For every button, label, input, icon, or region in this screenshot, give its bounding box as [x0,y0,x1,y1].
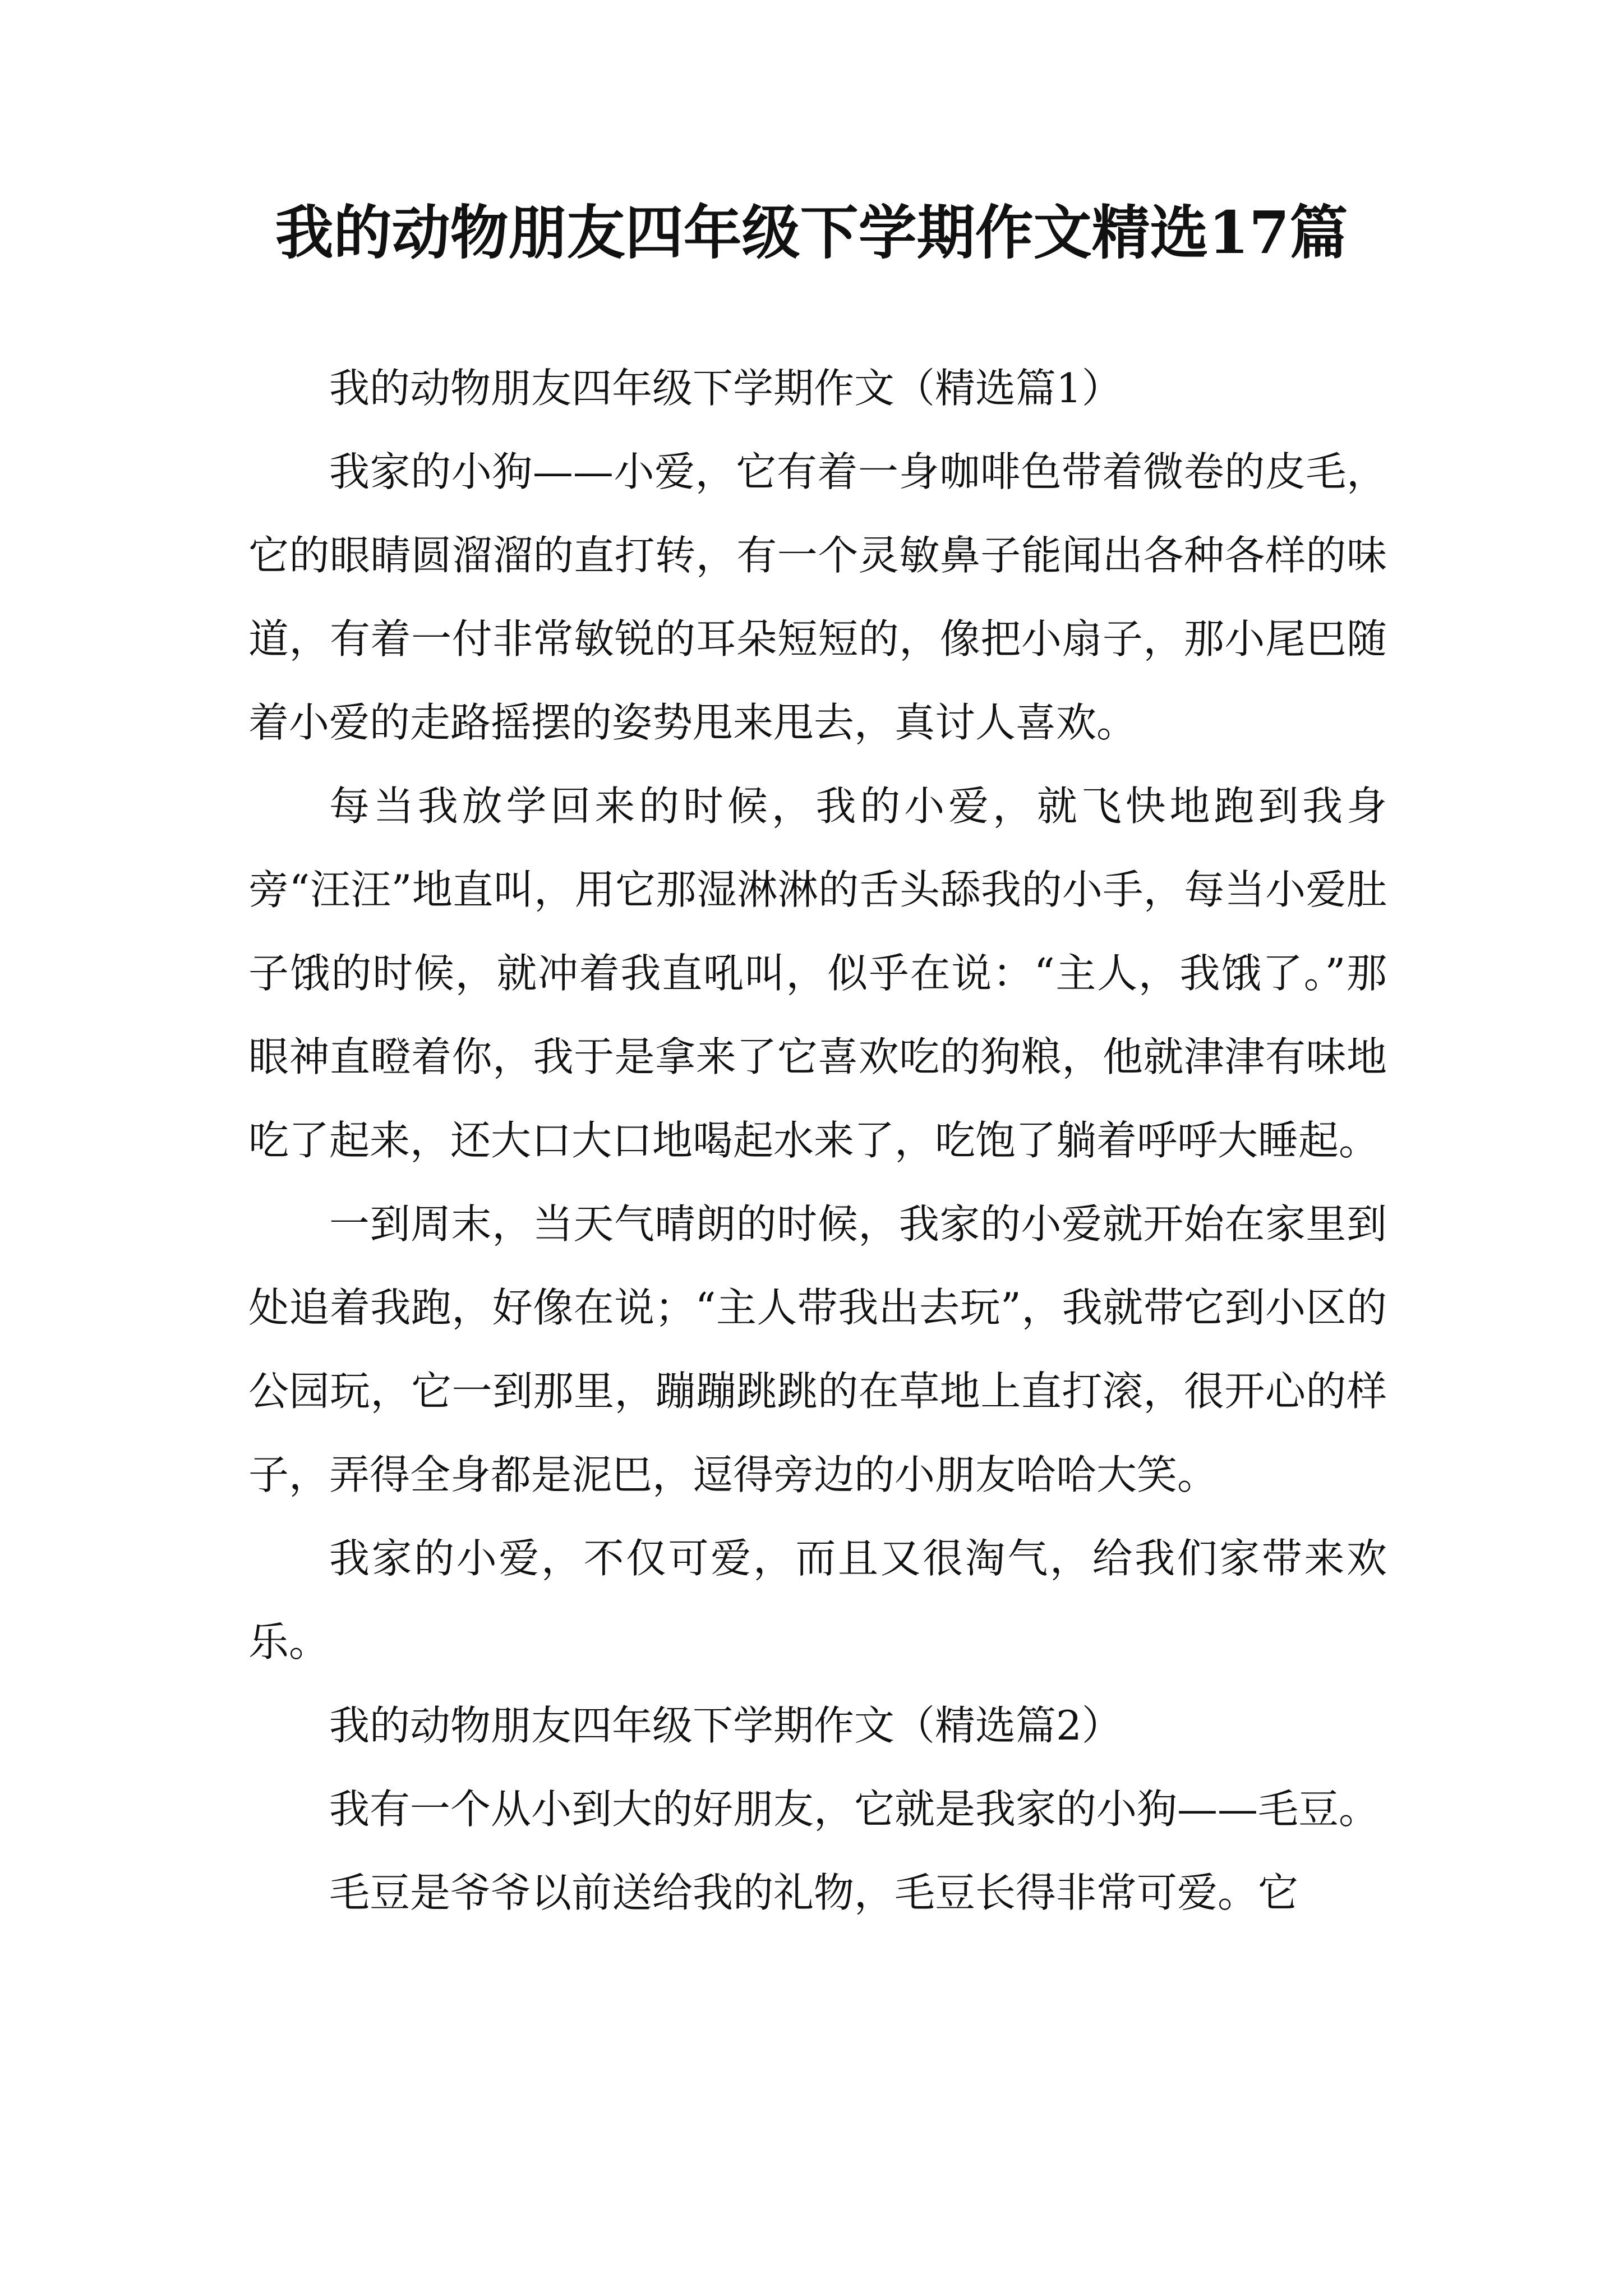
paragraph: 我家的小爱，不仅可爱，而且又很淘气，给我们家带来欢乐。 [248,1535,1387,1665]
essay-heading-1: 我的动物朋友四年级下学期作文（精选篇1） [329,365,1122,412]
essay-heading-2: 我的动物朋友四年级下学期作文（精选篇2） [329,1702,1122,1749]
document-body [248,347,1387,1935]
paragraph: 毛豆是爷爷以前送给我的礼物，毛豆长得非常可爱。它 [329,1869,1299,1916]
paragraph: 我家的小狗——小爱，它有着一身咖啡色带着微卷的皮毛，它的眼睛圆溜溜的直打转，有一个灵敏鼻子能闻出各种各样的味道，有着一付非常敏锐的耳朵短短的，像把小扇子，那小尾巴随着小爱的走路摇摆的姿势甩来甩去，真讨人喜欢。 [248,448,1387,746]
paragraph: 每当我放学回来的时候，我的小爱，就飞快地跑到我身旁“汪汪”地直叫，用它那湿淋淋的舌头舔我的小手，每当小爱肚子饿的时候，就冲着我直吼叫，似乎在说：“主人，我饿了。”那眼神直瞪着你，我于是拿来了它喜欢吃的狗粮，他就津津有味地吃了起来，还大口大口地喝起水来了，吃饱了躺着呼呼大睡起。 [248,783,1387,1164]
paragraph: 一到周末，当天气晴朗的时候，我家的小爱就开始在家里到处追着我跑，好像在说；“主人带我出去玩”，我就带它到小区的公园玩，它一到那里，蹦蹦跳跳的在草地上直打滚，很开心的样子，弄得全身都是泥巴，逗得旁边的小朋友哈哈大笑。 [248,1200,1387,1498]
document-title: 我的动物朋友四年级下学期作文精选17篇 [275,198,1348,267]
paragraph: 我有一个从小到大的好朋友，它就是我家的小狗——毛豆。 [329,1786,1380,1833]
